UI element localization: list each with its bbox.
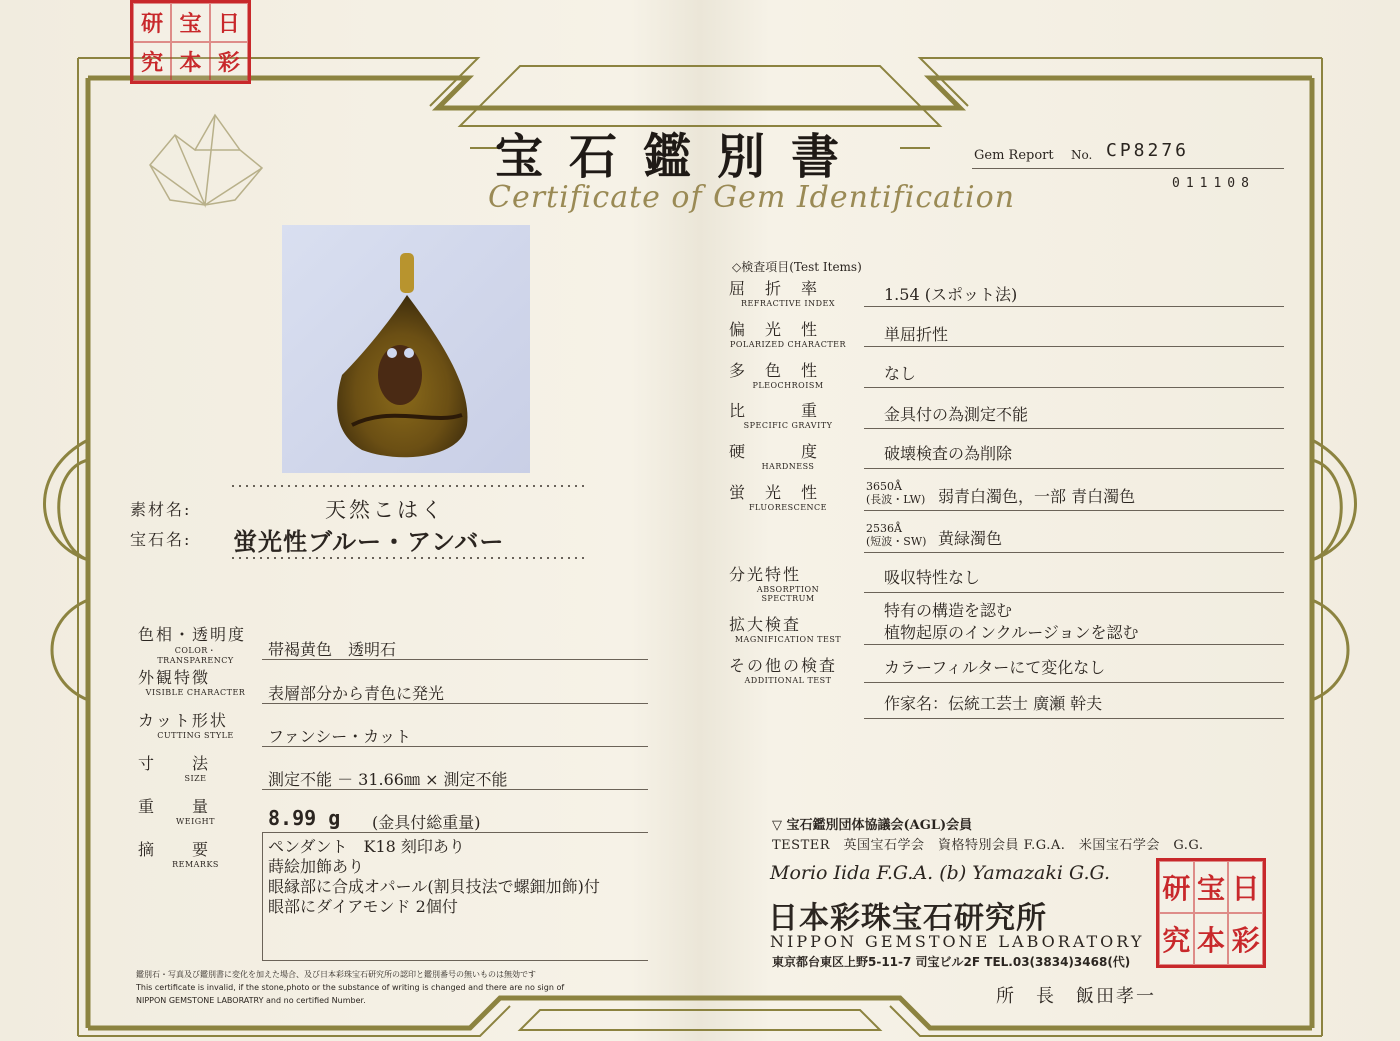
field-cut-value: ファンシー・カット: [268, 727, 412, 746]
fluor-lw-value: 弱青白濁色，一部 青白濁色: [938, 487, 1136, 506]
material-label: 素材名:: [130, 500, 192, 519]
field-color-label: 色相・透明度 COLOR・TRANSPARENCY: [138, 625, 247, 665]
serial-number: 011108: [1172, 176, 1255, 191]
report-label: Gem Report: [974, 148, 1054, 163]
field-magnif-label: 拡大検査 MAGNIFICATION TEST: [729, 615, 842, 644]
field-additional-value: カラーフィルターにて変化なし: [884, 658, 1106, 677]
rule: [864, 718, 1284, 719]
rule: [864, 468, 1284, 469]
field-fluor-label: 蛍 光 性 FLUORESCENCE: [729, 483, 827, 512]
red-seal-bottom: 研 宝 日 究 本 彩: [1156, 858, 1266, 968]
field-hardness-value: 破壊検査の為削除: [884, 444, 1013, 463]
fluor-sw-value: 黄緑濁色: [938, 529, 1003, 548]
fluor-lw-label: 3650Å (長波・LW): [866, 480, 926, 506]
field-sg-value: 金具付の為測定不能: [884, 405, 1029, 424]
rule: [864, 644, 1284, 645]
field-polar-label: 偏 光 性 POLARIZED CHARACTER: [729, 320, 847, 349]
remarks-divider: [262, 832, 263, 960]
footer-disclaimer: 鑑別石・写真及び鑑別書に変化を加えた場合、及び日本彩珠宝石研究所の認印と鑑別番号の無いものは無効です This certificate is invalid, if the stone,photo or the substance of writing is changed and there are no sign of NIPPON GEMSTONE LABORATRY and no certified Number.: [136, 970, 565, 1005]
field-additional-label: その他の検査 ADDITIONAL TEST: [729, 656, 838, 685]
field-size-label: 寸 法 SIZE: [138, 754, 211, 783]
gem-icon: ▽: [772, 818, 787, 833]
rule: [864, 387, 1284, 388]
rule: [864, 552, 1284, 553]
field-hardness-label: 硬 度 HARDNESS: [729, 442, 820, 471]
field-ri-label: 屈 折 率 REFRACTIVE INDEX: [729, 279, 836, 308]
rule: [864, 428, 1284, 429]
rule: [262, 832, 648, 833]
field-polar-value: 単屈折性: [884, 325, 949, 344]
gem-name-label: 宝石名:: [130, 530, 192, 549]
rule: [262, 960, 648, 961]
field-weight-label: 重 量 WEIGHT: [138, 797, 215, 826]
lab-address: 東京都台東区上野5-11-7 司宝ビル2F TEL.03(3834)3468(代): [772, 955, 1131, 969]
gem-name-value: 蛍光性ブルー・アンバー: [233, 527, 505, 556]
field-magnif-value: 特有の構造を認む 植物起原のインクルージョンを認む: [884, 601, 1139, 642]
field-ri-value: 1.54 (スポット法): [884, 285, 1018, 304]
rule: [262, 659, 648, 660]
lab-director: 所 長 飯田孝一: [996, 986, 1156, 1007]
field-pleo-label: 多 色 性 PLEOCHROISM: [729, 361, 824, 390]
field-cut-label: カット形状 CUTTING STYLE: [138, 711, 234, 740]
lab-name-en: NIPPON GEMSTONE LABORATORY: [770, 932, 1145, 951]
tester-line: TESTER 英国宝石学会 資格特別会員 F.G.A. 米国宝石学会 G.G.: [772, 838, 1204, 853]
title-japanese: 宝石鑑別書: [495, 129, 866, 185]
field-weight-sub: (金具付総重量): [372, 813, 481, 832]
title-english: Certificate of Gem Identification: [488, 180, 1016, 215]
rule: [262, 703, 648, 704]
field-size-value: 測定不能 － 31.66㎜ × 測定不能: [268, 770, 508, 789]
field-remarks-value: ペンダント K18 刻印あり 蒔絵加飾あり 眼縁部に合成オパール(割貝技法で螺鈿加飾)付 眼部にダイアモンド 2個付: [268, 837, 600, 916]
field-artist-value: 作家名：伝統工芸士 廣瀬 幹夫: [884, 694, 1103, 713]
report-no-label: No.: [1071, 148, 1093, 162]
field-pleo-value: なし: [884, 364, 917, 383]
material-value: 天然こはく: [325, 498, 445, 522]
rule: [864, 306, 1284, 307]
rule: [864, 592, 1284, 593]
amber-pendant-image: [282, 225, 530, 473]
field-visible-value: 表層部分から青色に発光: [268, 684, 445, 703]
rule: [864, 346, 1284, 347]
lab-name-jp: 日本彩珠宝石研究所: [768, 901, 1047, 936]
rule: [262, 746, 648, 747]
field-spectrum-value: 吸収特性なし: [884, 568, 981, 587]
rule: [864, 510, 1284, 511]
rule: [262, 789, 648, 790]
red-seal-top: 研 宝 日 究 本 彩: [130, 0, 251, 84]
test-items-heading: ◇検査項目(Test Items): [732, 260, 862, 274]
gem-photo: [282, 225, 530, 473]
fluor-sw-label: 2536Å (短波・SW): [866, 522, 927, 548]
rule: [864, 682, 1284, 683]
signatures: Morio Iida F.G.A. (b) Yamazaki G.G.: [770, 862, 1111, 884]
field-sg-label: 比 重 SPECIFIC GRAVITY: [729, 401, 833, 430]
field-weight-value: 8.99 g: [268, 806, 341, 830]
agl-member: ▽ 宝石鑑別団体協議会(AGL)会員: [772, 818, 973, 833]
field-remarks-label: 摘 要 REMARKS: [138, 840, 219, 869]
field-visible-label: 外観特徴 VISIBLE CHARACTER: [138, 668, 246, 697]
report-rule: [972, 168, 1284, 169]
field-spectrum-label: 分光特性 ABSORPTION SPECTRUM: [729, 565, 820, 603]
field-color-value: 帯褐黄色 透明石: [268, 640, 397, 659]
report-number: CP8276: [1106, 140, 1190, 161]
